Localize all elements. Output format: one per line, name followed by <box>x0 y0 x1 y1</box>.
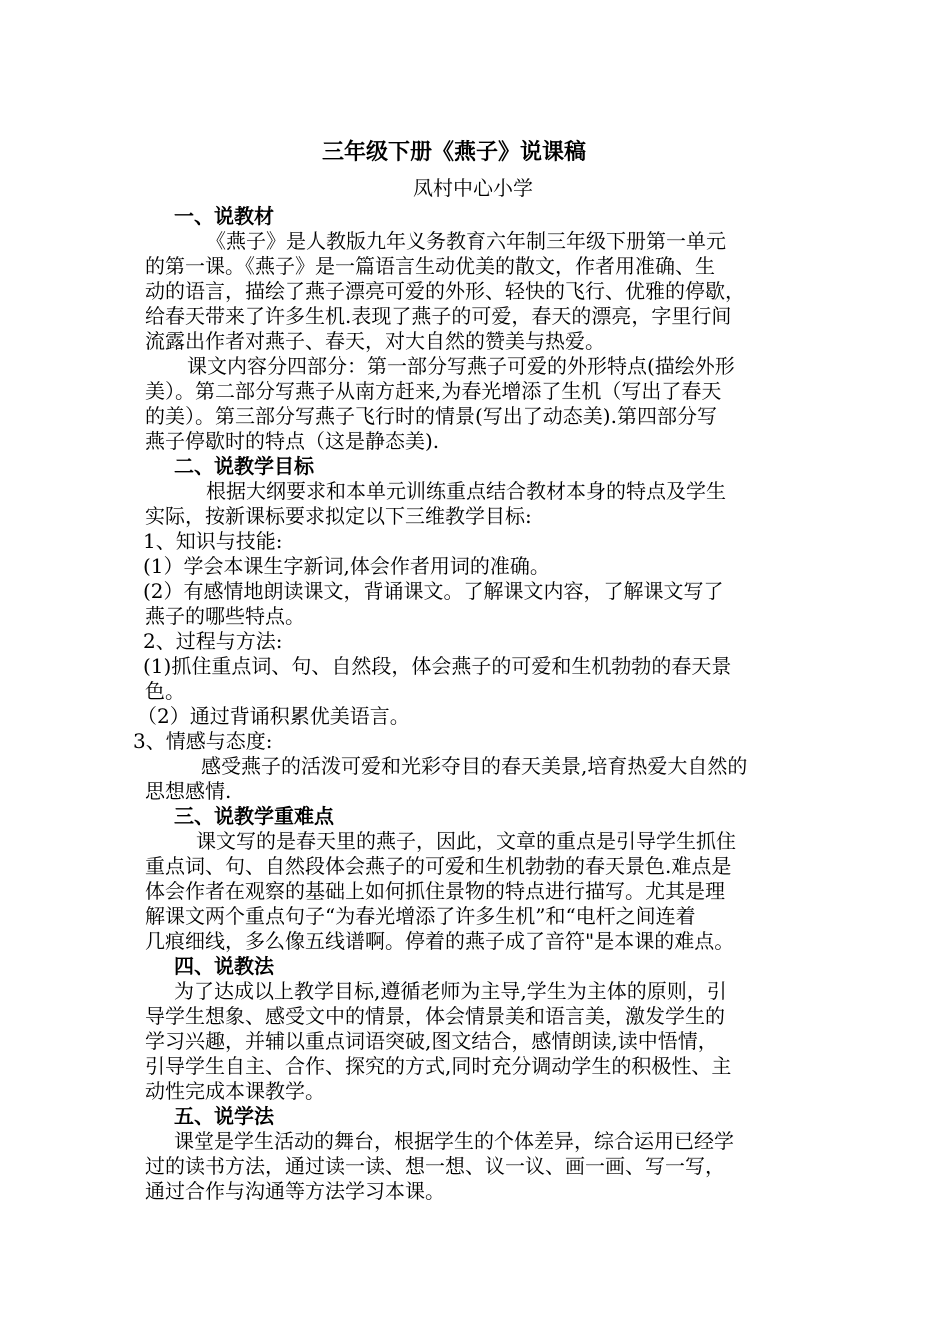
section-heading: 四、说教法 <box>174 954 274 978</box>
paragraph-line: 《燕子》是人教版九年义务教育六年制三年级下册第一单元 <box>206 229 726 253</box>
subheading: 3、情感与态度: <box>133 729 273 753</box>
list-item: (2）有感情地朗读课文，背诵课文。了解课文内容，了解课文写了 <box>143 579 724 603</box>
paragraph-line: 体会作者在观察的基础上如何抓住景物的特点进行描写。尤其是理 <box>145 879 725 903</box>
subheading: 2、过程与方法: <box>143 629 283 653</box>
list-item: (1)抓住重点词、句、自然段，体会燕子的可爱和生机勃勃的春天景 <box>143 654 732 678</box>
section-heading: 二、说教学目标 <box>174 454 314 478</box>
paragraph-line: 几痕细线，多么像五线谱啊。停着的燕子成了音符"是本课的难点。 <box>145 929 735 953</box>
paragraph-line: 学习兴趣，并辅以重点词语突破,图文结合，感情朗读,读中悟情， <box>145 1029 718 1053</box>
paragraph-line: 课堂是学生活动的舞台，根据学生的个体差异，综合运用已经学 <box>174 1129 734 1153</box>
paragraph-line: 美）。第二部分写燕子从南方赶来,为春光增添了生机（写出了春天 <box>145 379 722 403</box>
page-title: 三年级下册《燕子》说课稿 <box>322 139 587 165</box>
paragraph-line: 课文内容分四部分：第一部分写燕子可爱的外形特点(描绘外形 <box>187 354 735 378</box>
paragraph-line: 燕子停歇时的特点（这是静态美). <box>145 429 440 453</box>
paragraph-line: 的美）。第三部分写燕子飞行时的情景(写出了动态美).第四部分写 <box>145 404 717 428</box>
section-heading: 三、说教学重难点 <box>174 804 334 828</box>
list-item: (1）学会本课生字新词,体会作者用词的准确。 <box>143 554 550 578</box>
list-item: （2）通过背诵积累优美语言。 <box>137 704 410 728</box>
section-heading: 五、说学法 <box>174 1104 274 1128</box>
list-item: 色。 <box>145 679 185 703</box>
paragraph-line: 实际，按新课标要求拟定以下三维教学目标: <box>145 504 532 528</box>
school-name: 凤村中心小学 <box>413 176 533 200</box>
paragraph-line: 引导学生自主、合作、探究的方式,同时充分调动学生的积极性、主 <box>145 1054 732 1078</box>
paragraph-line: 给春天带来了许多生机.表现了燕子的可爱，春天的漂亮，字里行间 <box>145 304 732 328</box>
paragraph-line: 解课文两个重点句子“为春光增添了许多生机”和“电杆之间连着 <box>145 904 696 928</box>
paragraph-line: 为了达成以上教学目标,遵循老师为主导,学生为主体的原则，引 <box>174 979 727 1003</box>
paragraph-line: 流露出作者对燕子、春天，对大自然的赞美与热爱。 <box>145 329 605 353</box>
paragraph-line: 动性完成本课教学。 <box>145 1079 325 1103</box>
paragraph-line: 课文写的是春天里的燕子，因此，文章的重点是引导学生抓住 <box>196 829 736 853</box>
paragraph-line: 过的读书方法，通过读一读、想一想、议一议、画一画、写一写， <box>145 1154 725 1178</box>
paragraph-line: 重点词、句、自然段体会燕子的可爱和生机勃勃的春天景色.难点是 <box>145 854 732 878</box>
paragraph-line: 根据大纲要求和本单元训练重点结合教材本身的特点及学生 <box>206 479 726 503</box>
paragraph-line: 动的语言，描绘了燕子漂亮可爱的外形、轻快的飞行、优雅的停歇， <box>145 279 745 303</box>
subheading: 1、知识与技能: <box>143 529 283 553</box>
paragraph-line: 感受燕子的活泼可爱和光彩夺目的春天美景,培育热爱大自然的 <box>201 754 748 778</box>
paragraph-line: 思想感情. <box>145 779 232 803</box>
list-item: 燕子的哪些特点。 <box>145 604 305 628</box>
paragraph-line: 的第一课。《燕子》是一篇语言生动优美的散文，作者用准确、生 <box>145 254 715 278</box>
paragraph-line: 通过合作与沟通等方法学习本课。 <box>145 1179 445 1203</box>
paragraph-line: 导学生想象、感受文中的情景，体会情景美和语言美，激发学生的 <box>145 1004 725 1028</box>
section-heading: 一、说教材 <box>174 204 274 228</box>
